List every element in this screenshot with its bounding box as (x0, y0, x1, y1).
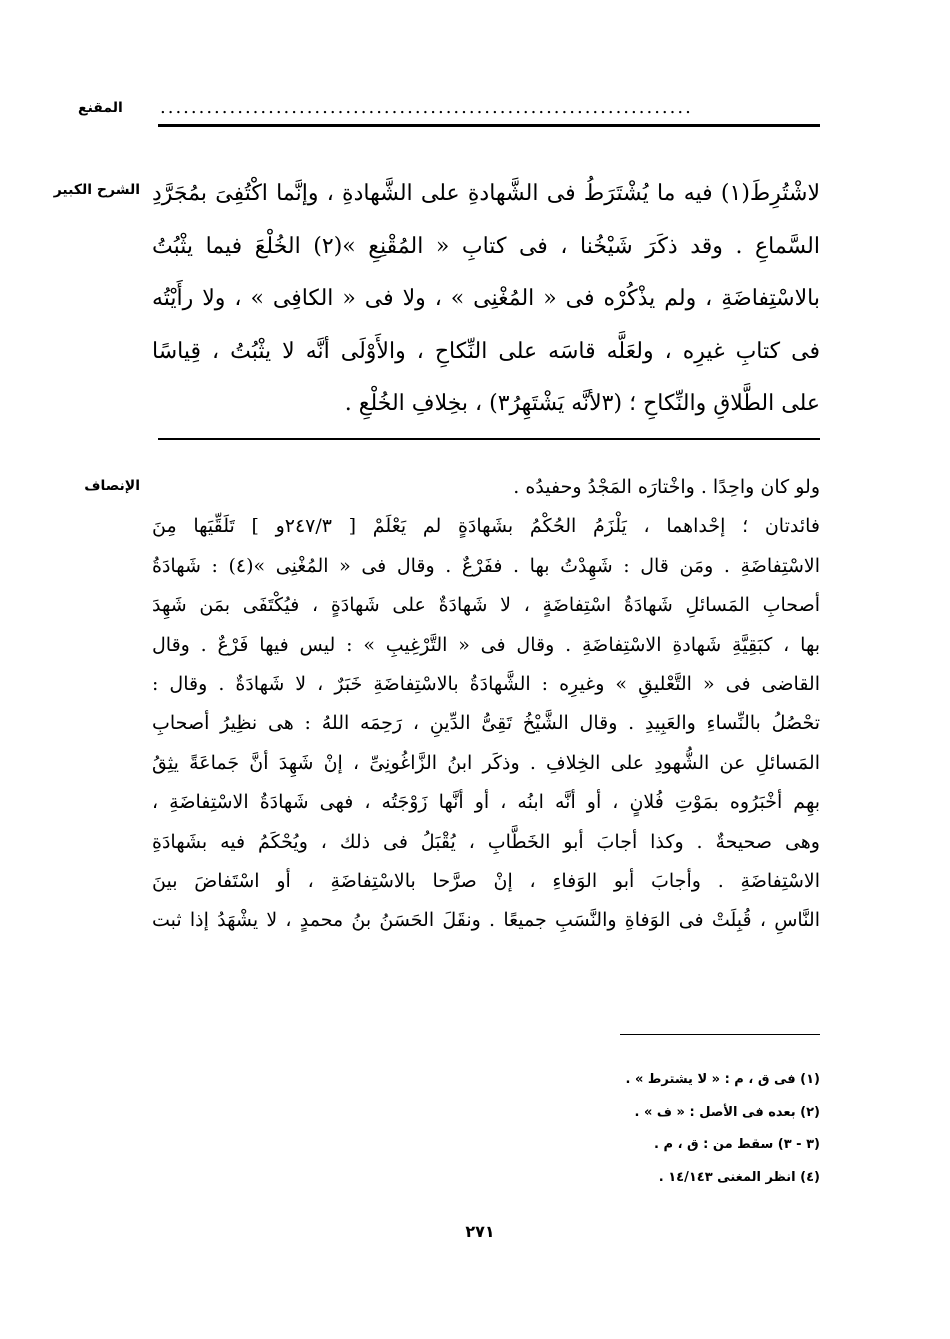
text-line: فى كتابِ غيرِه ، ولعَلَّه قاسَه على النِّكاحِ ، والأَوْلَى أنَّه لا يثْبُتُ ، قِياسًا (152, 338, 820, 364)
footnote: (١) فى ق ، م : « لا يشترط » . (625, 1072, 820, 1087)
text-line: الاسْتِفاضَةِ . ومَن قال : شَهِدْتُ بها . ففَرْعٌ . وقال فى « المُغْنِى »(٤) : شَهادَةُ (152, 554, 820, 577)
text-line: فائدتان ؛ إحْداهما ، يَلْزَمُ الحُكْمُ بشَهادَةٍ لم يَعْلَمْ [ ٢٤٧/٣و ] تَلَقِّيَها مِنَ (152, 515, 820, 538)
page-number: ٢٧١ (465, 1222, 495, 1241)
footnote: (٢) بعده فى الأصل : « ف » . (634, 1104, 820, 1120)
footnote: (٣ - ٣) سقط من : ق ، م . (654, 1137, 820, 1152)
footnotes (300, 1064, 820, 1194)
text-line: ولو كان واحِدًا . واخْتارَه المَجْدُ وحفيدُه . (513, 476, 820, 498)
text-line: المَسائلِ عن الشُّهودِ على الخِلافِ . وذكَر ابنُ الزَّاغُونِىِّ ، إنْ شَهِدَ أنَّ جَماعَةً يثِقُ (152, 751, 820, 774)
insaf-text (152, 468, 820, 941)
section-label-sharh-kabir: الشرح الكبير (53, 182, 140, 198)
text-line: وهى صحيحةٌ . وكذا أجابَ أبو الخَطَّابِ ، يُقْبَلُ فى ذلك ، ويُحْكَمُ فيه بشَهادَةِ (152, 830, 820, 853)
footnote-rule (620, 1034, 820, 1035)
text-line: أصحابِ المَسائلِ شَهادَةُ اسْتِفاضَةٍ ، لا شَهادَةٌ على شَهادَةٍ ، فيُكْتَفَى بمَن شَهِدَ (152, 594, 820, 617)
text-line: النَّاسِ ، قُبِلَتْ فى الوَفاةِ والنَّسَبِ جميعًا . ونقَلَ الحَسَنُ بنُ محمدٍ ، لا يشْهَدُ إذا ثبت (152, 909, 820, 932)
header-dotted-line: ..................................................................... (160, 98, 693, 118)
section-divider (158, 438, 820, 440)
text-line: بها ، كبَقِيَّةِ شَهادةِ الاسْتِفاضَةِ . وقال فى « التَّرْغِيبِ » : ليس فيها فَرْعٌ . وقال (152, 633, 820, 656)
text-line: القاضى فى « التَّعْليقِ » وغيرِه : الشَّهادَةُ بالاسْتِفاضَةِ خَبَرٌ ، لا شَهادَةٌ . وقال : (152, 673, 820, 696)
footnote: (٤) انظر المغنى ١٤/١٤٣ . (658, 1169, 820, 1185)
text-line: الاسْتِفاضَةِ . وأجابَ أبو الوَفاءِ ، إنْ صرَّحا بالاسْتِفاضَةِ ، أو اسْتَفاضَ بينَ (152, 870, 820, 893)
text-line: لاشْتُرِطَ(١) فيه ما يُشْتَرَطُ فى الشَّهادةِ على الشَّهادةِ ، وإنَّما اكْتُفِىَ بمُجَرَّدِ (152, 181, 820, 206)
text-line: على الطَّلاقِ والنِّكاحِ ؛ (٣لأنَّه يَشْتَهِرُ٣) ، بخِلافِ الخُلْعِ . (344, 391, 820, 416)
text-line: السَّماعِ . وقد ذكَرَ شَيْخُنا ، فى كتابِ « المُقْنِعِ »(٢) الخُلْعَ فيما يثْبُتُ (152, 233, 820, 259)
header-label-muqni: المقنع (78, 100, 123, 116)
section-label-insaf: الإنصاف (84, 478, 140, 494)
text-line: تحْصُلُ بالنِّساءِ والعَبِيدِ . وقال الشَّيْخُ تَقِىُّ الدِّينِ ، رَحِمَه اللهُ : هى نظِيرُ أصحابِ (152, 712, 820, 735)
text-line: بالاسْتِفاضَةِ ، ولم يذْكُرْه فى « المُغْنِى » ، ولا فى « الكافِى » ، ولا رأَيْتُه (152, 286, 820, 311)
header-rule (158, 124, 820, 127)
sharh-kabir-text (152, 168, 820, 431)
text-line: بهِم أخْبَرُوه بمَوْتِ فُلانٍ ، أو أنَّه ابنُه ، أو أنَّها زَوْجَتُه ، فهى شَهادَةُ الاسْتِفاضَةِ ، (152, 791, 820, 814)
